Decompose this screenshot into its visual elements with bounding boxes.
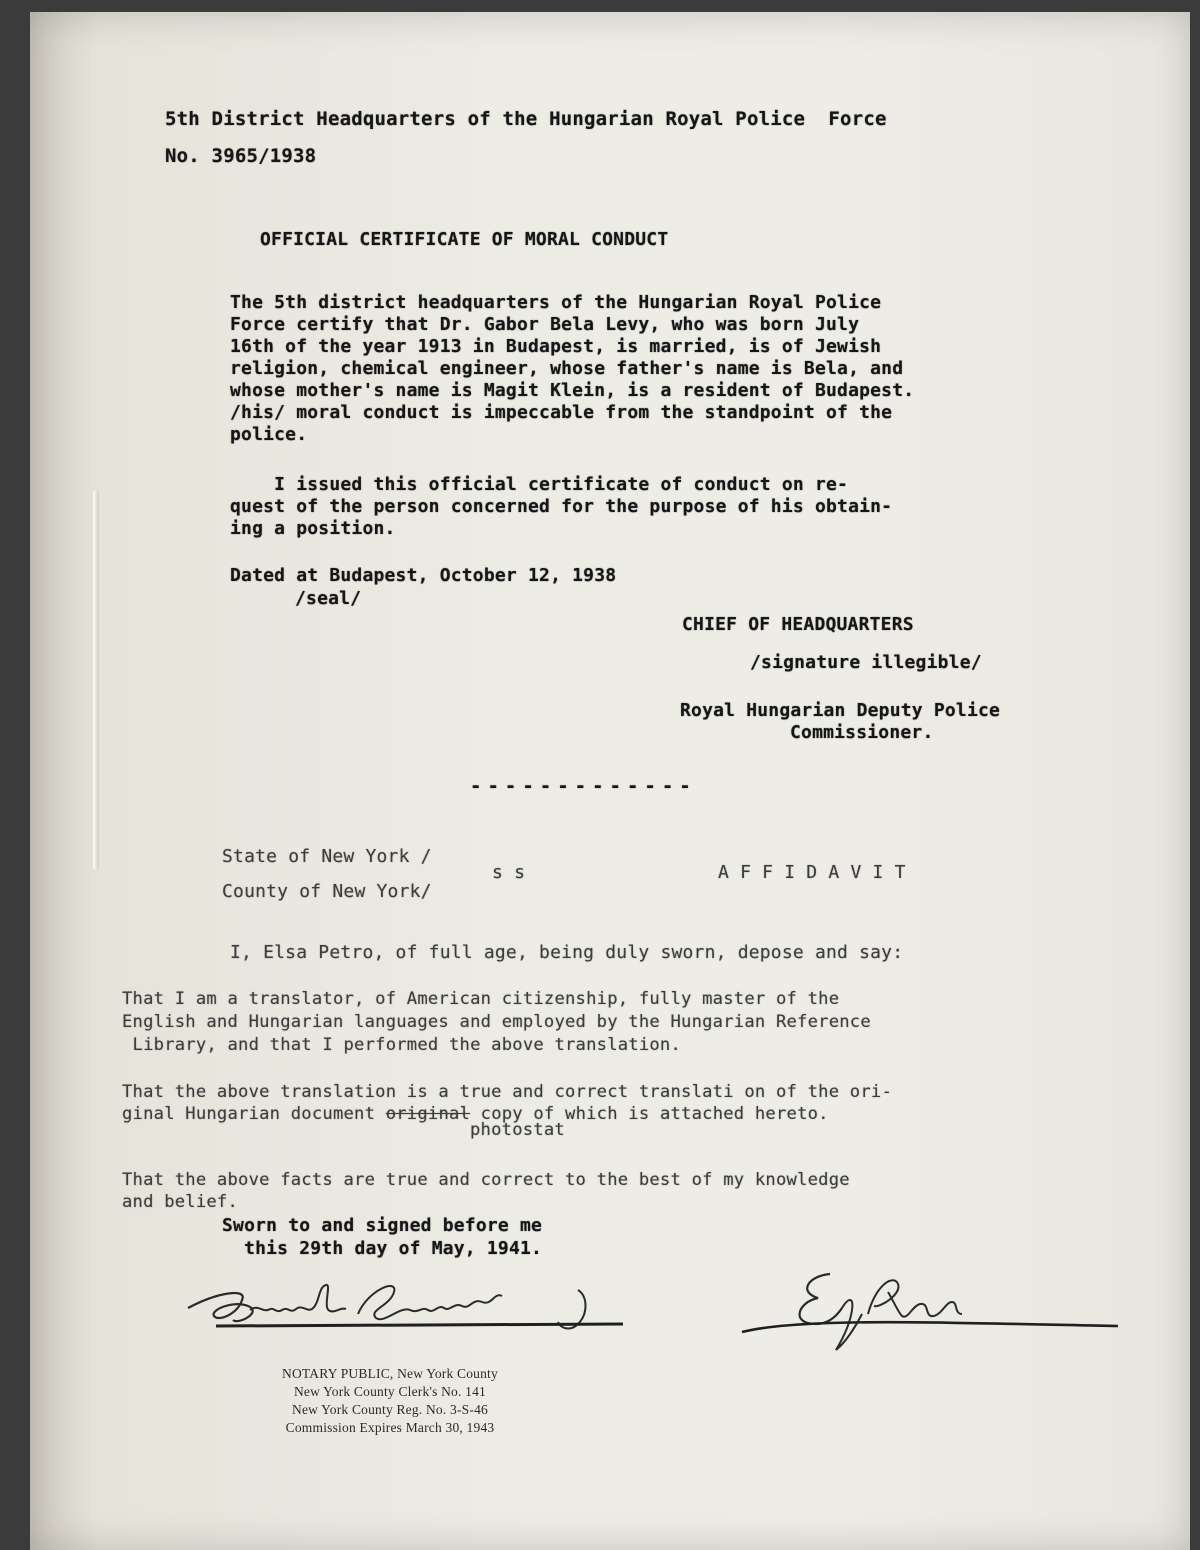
affidavit-para1-line: Library, and that I performed the above translation. <box>122 1035 682 1055</box>
officer-title-line2: Commissioner. <box>790 722 934 743</box>
cert-para1-line: religion, chemical engineer, whose father's name is Bela, and <box>230 358 904 379</box>
cert-para1-line: Force certify that Dr. Gabor Bela Levy, who was born July <box>230 314 860 335</box>
affidavit-ss: s s <box>492 862 526 883</box>
dated-line: Dated at Budapest, October 12, 1938 <box>230 565 617 586</box>
affidavit-county: County of New York/ <box>222 881 432 902</box>
struck-word: original <box>385 1104 471 1124</box>
sworn-line-2: this 29th day of May, 1941. <box>222 1238 543 1259</box>
affidavit-para2-text-a: ginal Hungarian document <box>122 1104 386 1124</box>
affidavit-para1-line: That I am a translator, of American citizenship, fully master of the <box>122 989 840 1009</box>
notary-signature <box>178 1270 628 1340</box>
certificate-title: OFFICIAL CERTIFICATE OF MORAL CONDUCT <box>260 229 669 250</box>
cert-para2-line: I issued this official certificate of conduct on re- <box>230 474 849 495</box>
affidavit-intro: I, Elsa Petro, of full age, being duly sworn, depose and say: <box>230 942 904 963</box>
cert-para2-line: ing a position. <box>230 518 396 539</box>
section-divider: ------------- <box>470 775 697 797</box>
chief-title: CHIEF OF HEADQUARTERS <box>682 614 914 635</box>
cert-para2-line: quest of the person concerned for the purpose of his obtain- <box>230 496 893 517</box>
signature-illegible-note: /signature illegible/ <box>750 652 982 673</box>
affidavit-state: State of New York / <box>222 846 432 867</box>
affidavit-para2-line: That the above translation is a true and correct translati on of the ori- <box>122 1082 892 1102</box>
notary-stamp-line-4: Commission Expires March 30, 1943 <box>285 1420 495 1435</box>
cert-para1-line: whose mother's name is Magit Klein, is a resident of Budapest. <box>230 380 915 401</box>
header-line-1: 5th District Headquarters of the Hungarian Royal Police Force <box>165 108 887 130</box>
paper-crease <box>93 490 99 870</box>
affidavit-para2-text-b: copy of which is attached hereto. <box>470 1104 829 1124</box>
inserted-word: photostat <box>470 1120 565 1140</box>
cert-para1-line: The 5th district headquarters of the Hungarian Royal Police <box>230 292 882 313</box>
sworn-line-1: Sworn to and signed before me <box>222 1215 543 1236</box>
officer-title-line1: Royal Hungarian Deputy Police <box>680 700 1001 721</box>
affidavit-para3-line: and belief. <box>122 1192 239 1212</box>
affidavit-para3-line: That the above facts are true and correct to the best of my knowledge <box>122 1170 850 1190</box>
affidavit-title: A F F I D A V I T <box>718 862 906 883</box>
affidavit-para1-line: English and Hungarian languages and employed by the Hungarian Reference <box>122 1012 871 1032</box>
notary-stamp-line-3: New York County Reg. No. 3-S-46 <box>292 1402 488 1417</box>
notary-stamp-line-2: New York County Clerk's No. 141 <box>293 1384 487 1399</box>
notary-stamp-line-1: NOTARY PUBLIC, New York County <box>282 1366 498 1381</box>
cert-para1-line: police. <box>230 424 308 445</box>
seal-note: /seal/ <box>295 588 362 609</box>
document-number: No. 3965/1938 <box>165 145 317 167</box>
cert-para1-line: /his/ moral conduct is impeccable from the standpoint of the <box>230 402 893 423</box>
translator-signature <box>738 1262 1138 1352</box>
cert-para1-line: 16th of the year 1913 in Budapest, is married, is of Jewish <box>230 336 882 357</box>
